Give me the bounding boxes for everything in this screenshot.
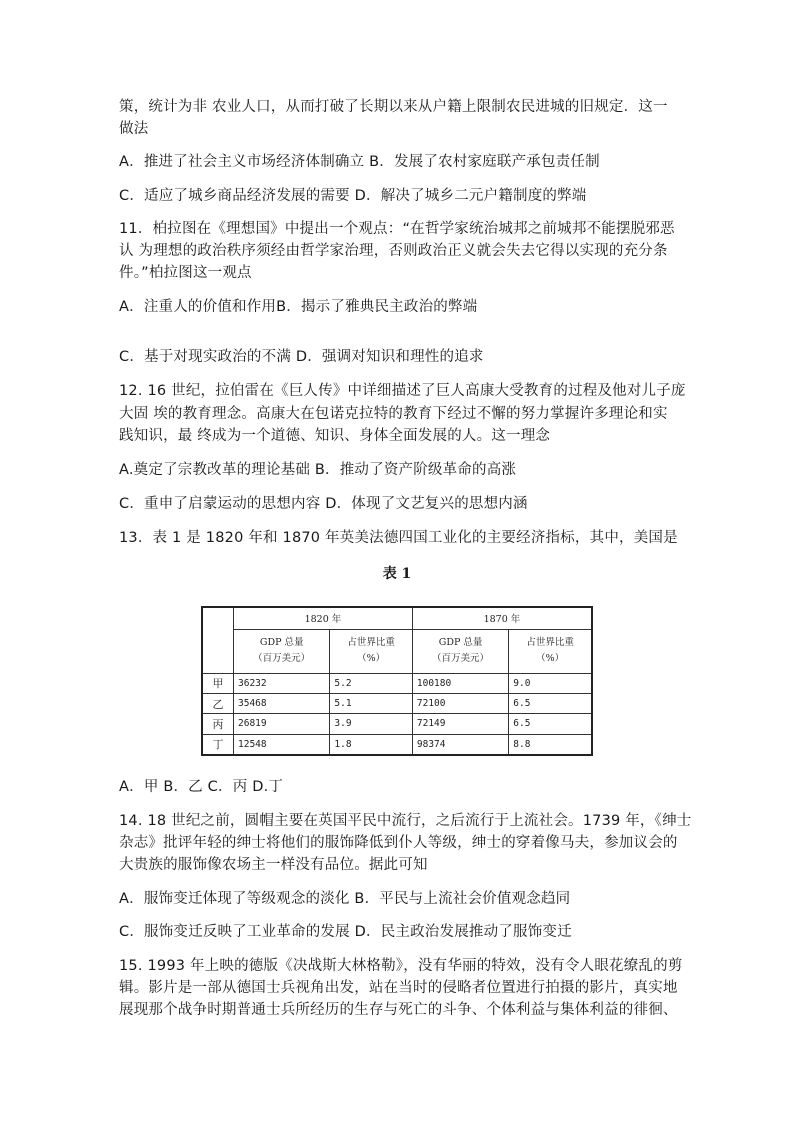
gdp-table [201,606,593,756]
column-header-share [509,629,592,673]
q12-stem: 大固 埃的教育理念。高康大在包诺克拉特的教育下经过不懈的努力掌握许多理论和实 [119,406,668,422]
q12-stem: 12. 16 世纪，拉伯雷在《巨人传》中详细描述了巨人高康大受教育的过程及他对儿子庞 [119,383,686,399]
share-1870-cell: 9.0 [509,673,592,693]
q11-options-cd: C．基于对现实政治的不满 D．强调对知识和理性的追求 [119,349,484,365]
gdp-label: GDP 总量 [259,637,304,648]
table-row [202,714,592,734]
text-line: 策，统计为非 农业人口，从而打破了长期以来从户籍上限制农民进城的旧规定．这一 [119,99,668,115]
share-1870-cell: 6.5 [509,693,592,713]
year-header-1820: 1820 年 [234,607,413,629]
table-row [202,673,592,693]
q10-options-cd: C．适应了城乡商品经济发展的需要 D．解决了城乡二元户籍制度的弊端 [119,188,587,204]
gdp-1820-cell: 36232 [234,673,330,693]
row-label: 丁 [202,734,234,755]
gdp-unit: （百万美元） [432,653,490,664]
gdp-1870-cell: 72100 [412,693,508,713]
q15-stem: 辑。影片是一部从德国士兵视角出发，站在当时的侵略者位置进行拍摄的影片，真实地 [119,980,678,996]
table-row [202,734,592,755]
gdp-1870-cell: 98374 [412,734,508,755]
share-label: 占世界比重 [347,637,395,648]
q14-options-cd: C．服饰变迁反映了工业革命的发展 D．民主政治发展推动了服饰变迁 [119,924,572,940]
q10-options-ab: A．推进了社会主义市场经济体制确立 B．发展了农村家庭联产承包责任制 [119,154,600,170]
table-header-row [202,607,592,629]
row-label: 丙 [202,714,234,734]
column-header-gdp [412,629,508,673]
q14-options-ab: A．服饰变迁体现了等级观念的淡化 B．平民与上流社会价值观念趋同 [119,891,571,907]
q12-options-ab: A.奠定了宗教改革的理论基础 B．推动了资产阶级革命的高涨 [119,462,517,478]
share-1820-cell: 3.9 [330,714,413,734]
row-label: 乙 [202,693,234,713]
share-1870-cell: 6.5 [509,714,592,734]
q11-options-ab: A．注重人的价值和作用B．揭示了雅典民主政治的弊端 [119,299,478,315]
gdp-1820-cell: 35468 [234,693,330,713]
gdp-1870-cell: 72149 [412,714,508,734]
share-unit: （%） [536,653,565,664]
share-unit: （%） [357,653,386,664]
gdp-unit: （百万美元） [253,653,311,664]
q14-stem: 杂志》批评年轻的绅士将他们的服饰降低到仆人等级，绅士的穿着像马夫，参加议会的 [119,835,678,851]
share-1820-cell: 1.8 [330,734,413,755]
q14-stem: 14. 18 世纪之前，圆帽主要在英国平民中流行，之后流行于上流社会。1739 年，《绅士 [119,813,692,829]
gdp-1820-cell: 26819 [234,714,330,734]
share-1820-cell: 5.2 [330,673,413,693]
q14-stem: 大贵族的服饰像农场主一样没有品位。据此可知 [119,857,428,873]
text-line: 做法 [119,121,149,137]
q11-stem: 件。”柏拉图这一观点 [119,265,252,281]
q12-options-cd: C．重申了启蒙运动的思想内容 D．体现了文艺复兴的思想内涵 [119,496,528,512]
row-label: 甲 [202,673,234,693]
share-1870-cell: 8.8 [509,734,592,755]
table-corner-cell [202,607,234,673]
q11-stem: 11．柏拉图在《理想国》中提出一个观点：“在哲学家统治城邦之前城邦不能摆脱邪恶 [119,221,675,237]
q15-stem: 展现那个战争时期普通士兵所经历的生存与死亡的斗争、个体利益与集体利益的徘徊、 [119,1002,678,1018]
q13-stem: 13．表 1 是 1820 年和 1870 年英美法德四国工业化的主要经济指标，其中，美国是 [119,530,678,546]
column-header-share [330,629,413,673]
q15-stem: 15. 1993 年上映的德版《决战斯大林格勒》，没有华丽的特效，没有令人眼花缭乱的剪 [119,958,683,974]
q12-stem: 践知识，最 终成为一个道德、知识、身体全面发展的人。这一理念 [119,428,551,444]
q13-options: A．甲 B．乙 C．丙 D.丁 [119,779,284,795]
table-subheader-row [202,629,592,673]
table-caption: 表 1 [382,566,412,582]
year-header-1870: 1870 年 [412,607,592,629]
gdp-table-container [201,606,593,756]
gdp-label: GDP 总量 [438,637,483,648]
gdp-1870-cell: 100180 [412,673,508,693]
table-row [202,693,592,713]
q11-stem: 认 为理想的政治秩序须经由哲学家治理，否则政治正义就会失去它得以实现的充分条 [119,243,668,259]
share-label: 占世界比重 [526,637,574,648]
column-header-gdp [234,629,330,673]
share-1820-cell: 5.1 [330,693,413,713]
gdp-1820-cell: 12548 [234,734,330,755]
